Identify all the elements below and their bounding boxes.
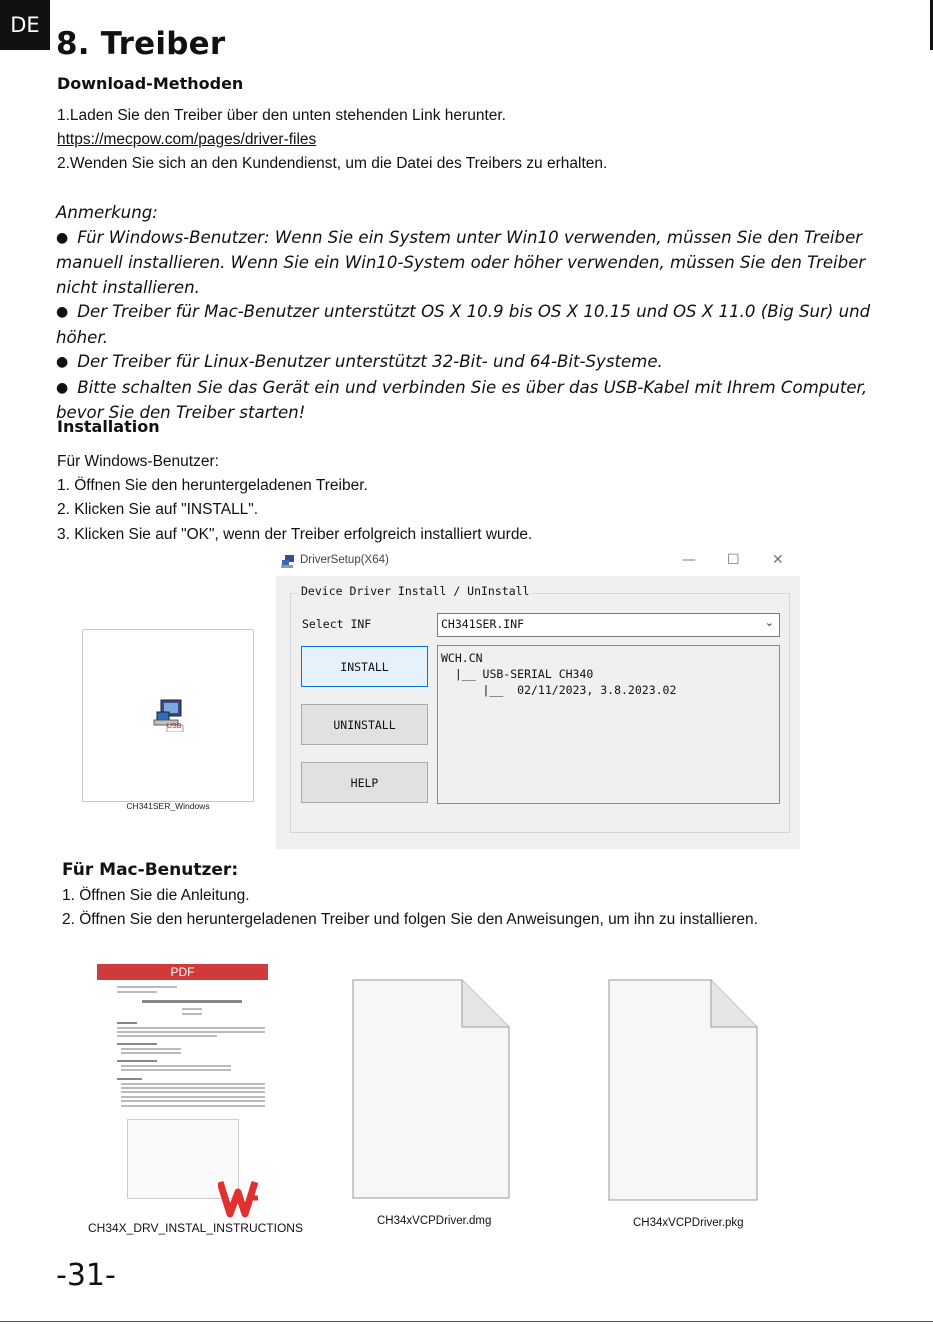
help-button[interactable] [301,762,428,803]
mac-step-2: 2. Öffnen Sie den heruntergeladenen Treiber und folgen Sie den Anweisungen, um ihn zu installieren. [62,911,758,928]
mac-step-1: 1. Öffnen Sie die Anleitung. [62,887,250,904]
select-inf-label: Select INF [302,617,372,631]
windows-step-1: 1. Öffnen Sie den heruntergeladenen Treiber. [57,477,368,494]
driver-setup-dialog [276,548,800,849]
pkg-file-icon[interactable] [608,979,758,1201]
note-bullet-mac: ● Der Treiber für Mac-Benutzer unterstützt OS X 10.9 bis OS X 10.15 und OS X 11.0 (Big Sur) und höher. [56,300,886,350]
dmg-file-label: CH34xVCPDriver.dmg [377,1215,492,1227]
chevron-down-icon: ⌄ [764,617,774,629]
download-step-2: 2.Wenden Sie sich an den Kundendienst, um die Datei des Treibers zu erhalten. [57,155,608,172]
pdf-file-label: CH34X_DRV_INSTAL_INSTRUCTIONS [88,1221,303,1235]
wps-logo-icon [218,1178,270,1218]
driver-file-icon-card[interactable] [82,629,254,802]
mac-heading: Für Mac-Benutzer: [62,860,239,880]
pdf-page-lines [117,986,267,1116]
driver-info-box [437,645,780,804]
download-heading: Download-Methoden [57,74,244,93]
help-label: HELP [350,775,379,790]
windows-step-2: 2. Klicken Sie auf "INSTALL". [57,501,259,518]
windows-label: Für Windows-Benutzer: [57,453,219,470]
group-title: Device Driver Install / UnInstall [298,584,532,598]
minimize-button[interactable]: — [682,552,696,568]
driver-info-text: WCH.CN |__ USB-SERIAL CH340 |__ 02/11/2023, 3.8.2023.02 [441,651,677,697]
note-label: Anmerkung: [56,203,158,222]
uninstall-label: UNINSTALL [333,717,396,732]
dialog-titlebar [276,548,800,576]
app-icon [281,554,296,569]
language-tag: DE [0,0,50,50]
inf-select-value: CH341SER.INF [441,617,525,631]
note-bullet-windows: ● Für Windows-Benutzer: Wenn Sie ein System unter Win10 verwenden, müssen Sie den Treiber manuell installieren. Wenn Sie ein Win10-System oder höher verwenden, müssen Sie den Treiber nicht installieren. [56,226,886,301]
driver-link[interactable]: https://mecpow.com/pages/driver-files [57,131,317,148]
pdf-thumbnail[interactable] [97,964,268,1198]
note-bullet-linux: ● Der Treiber für Linux-Benutzer unterstützt 32-Bit- und 64-Bit-Systeme. [56,350,886,376]
driver-file-label: CH341SER_Windows [126,801,210,811]
close-button[interactable]: ✕ [772,552,784,568]
install-label: INSTALL [340,659,389,674]
note-bullet-connect: ● Bitte schalten Sie das Gerät ein und verbinden Sie es über das USB-Kabel mit Ihrem Computer, bevor Sie den Treiber starten! [56,376,886,426]
pdf-badge: PDF [97,964,268,980]
page-title: 8. Treiber [56,26,226,62]
dialog-title: DriverSetup(X64) [300,554,389,566]
windows-step-3: 3. Klicken Sie auf "OK", wenn der Treiber erfolgreich installiert wurde. [57,526,533,543]
note-block [56,201,886,426]
install-button[interactable] [301,646,428,687]
installation-heading: Installation [57,417,160,436]
dmg-file-icon[interactable] [352,979,510,1199]
uninstall-button[interactable] [301,704,428,745]
maximize-button[interactable]: ☐ [727,552,740,568]
usb-badge: USB [167,723,182,730]
page-number: -31- [56,1258,116,1293]
bottom-rule [0,1321,933,1322]
pkg-file-label: CH34xVCPDriver.pkg [633,1217,744,1229]
inf-select[interactable] [437,613,780,637]
download-step-1: 1.Laden Sie den Treiber über den unten stehenden Link herunter. [57,107,506,124]
